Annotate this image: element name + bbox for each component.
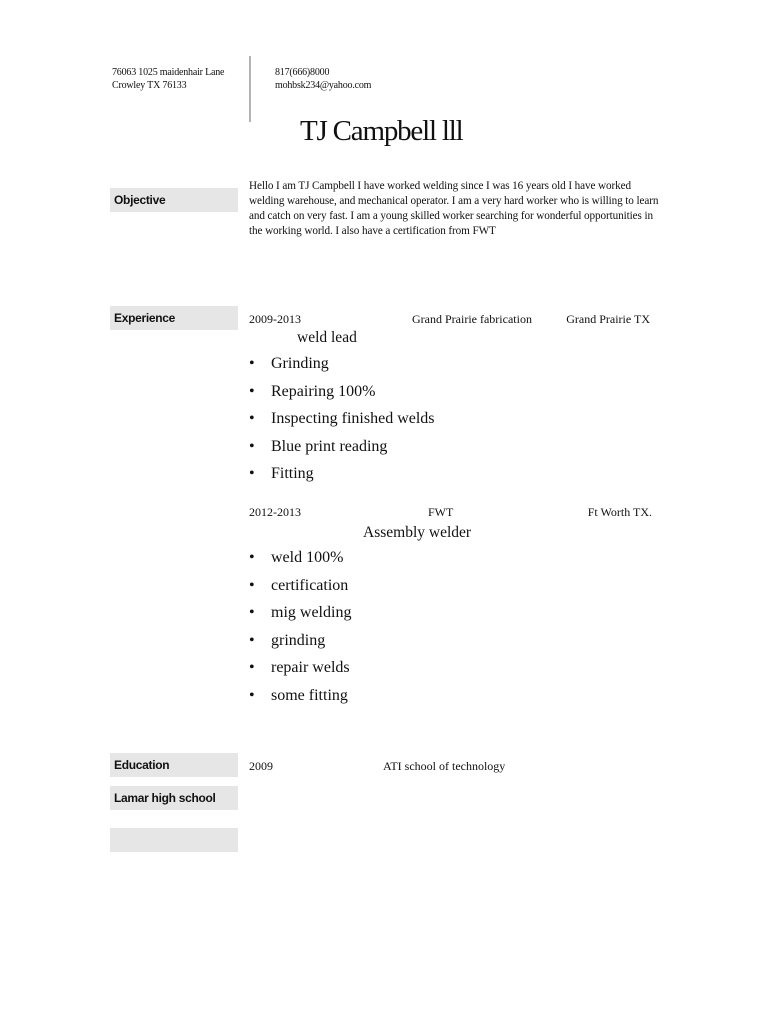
list-item: • Fitting xyxy=(249,460,435,488)
experience-2-location: Ft Worth TX. xyxy=(587,505,652,519)
list-item: • Blue print reading xyxy=(249,433,435,461)
contact-info xyxy=(275,66,371,92)
lamar-high-school-label: Lamar high school xyxy=(110,786,238,810)
experience-2-role: Assembly welder xyxy=(363,524,472,541)
list-item: • weld 100% xyxy=(249,544,351,572)
list-item: • repair welds xyxy=(249,654,351,682)
email-address: mohbsk234@yahoo.com xyxy=(275,80,372,91)
list-item: • certification xyxy=(249,572,351,600)
education-school: ATI school of technology xyxy=(383,759,506,773)
experience-1-company: Grand Prairie fabrication xyxy=(412,312,532,326)
experience-2-years: 2012-2013 xyxy=(249,505,301,519)
phone-number: 817(666)8000 xyxy=(275,67,330,78)
experience-2-company: FWT xyxy=(428,505,454,519)
list-item: • Inspecting finished welds xyxy=(249,405,435,433)
experience-1-duties xyxy=(249,350,435,488)
empty-section-label xyxy=(110,828,238,852)
objective-text: Hello I am TJ Campbell I have worked welding since I was 16 years old I have worked welding warehouse, and mechanical operator. I am a very hard worker who is willing to learn and catch on very fast. I am a young skilled worker searching for wonderful opportunities in the working world. I also have a certification from FWT xyxy=(249,180,659,237)
experience-label: Experience xyxy=(110,306,238,330)
address-line-1: 76063 1025 maidenhair Lane xyxy=(112,67,225,78)
experience-2-duties xyxy=(249,544,351,710)
education-label: Education xyxy=(110,753,238,777)
list-item: • mig welding xyxy=(249,599,351,627)
objective-label: Objective xyxy=(110,188,238,212)
experience-1-location: Grand Prairie TX xyxy=(566,312,650,326)
experience-1-years: 2009-2013 xyxy=(249,312,301,326)
list-item: • grinding xyxy=(249,627,351,655)
contact-address xyxy=(112,66,224,92)
address-line-2: Crowley TX 76133 xyxy=(112,80,187,91)
list-item: • Repairing 100% xyxy=(249,378,435,406)
list-item: • Grinding xyxy=(249,350,435,378)
list-item: • some fitting xyxy=(249,682,351,710)
education-year: 2009 xyxy=(249,759,273,773)
experience-1-role: weld lead xyxy=(297,329,357,346)
applicant-name: TJ Campbell lll xyxy=(300,115,463,147)
header-divider xyxy=(249,56,251,122)
